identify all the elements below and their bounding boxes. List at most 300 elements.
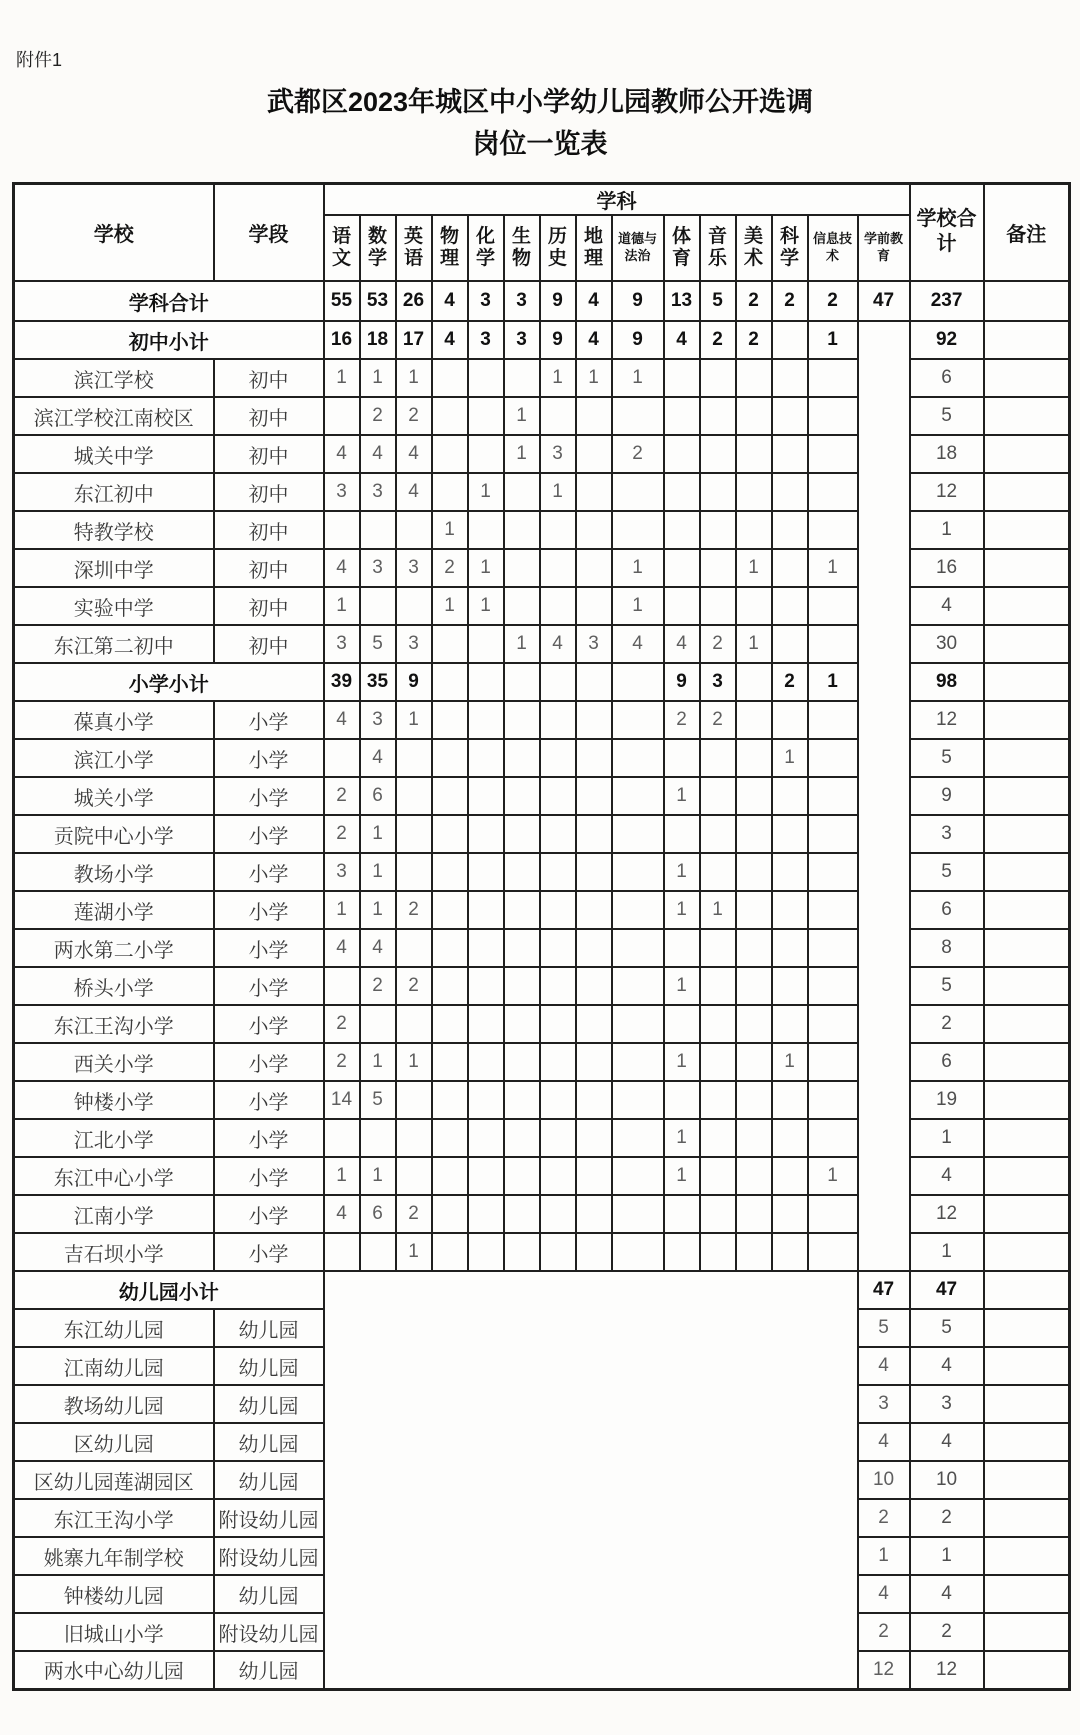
subject-count-cell [540, 929, 576, 967]
subject-count-cell: 2 [396, 967, 432, 1005]
subject-count-cell [468, 1195, 504, 1233]
subject-count-cell [700, 1233, 736, 1271]
remark-cell [984, 435, 1070, 473]
subject-count-cell: 18 [360, 321, 396, 359]
subject-count-cell [700, 739, 736, 777]
stage-cell: 小学 [214, 739, 324, 777]
remark-cell [984, 1575, 1070, 1613]
subject-count-cell [432, 625, 468, 663]
subject-count-cell: 1 [664, 891, 700, 929]
subject-count-cell [432, 435, 468, 473]
subject-count-cell [576, 435, 612, 473]
subject-count-cell: 4 [576, 281, 612, 321]
subject-count-cell [700, 1195, 736, 1233]
subject-count-cell: 2 [324, 1043, 360, 1081]
subject-count-cell: 3 [468, 281, 504, 321]
school-total-cell: 6 [910, 359, 984, 397]
remark-cell [984, 1271, 1070, 1309]
subject-count-cell [576, 473, 612, 511]
table-row [14, 397, 1070, 435]
subject-count-cell [736, 587, 772, 625]
table-row [14, 587, 1070, 625]
subject-count-cell [504, 511, 540, 549]
subject-count-cell [504, 1195, 540, 1233]
remark-cell [984, 701, 1070, 739]
subject-count-cell: 1 [664, 1119, 700, 1157]
subject-count-cell [504, 1233, 540, 1271]
header-subject-8: 道德与法治 [612, 215, 664, 281]
subject-count-cell [664, 1005, 700, 1043]
subject-count-cell [468, 1043, 504, 1081]
school-name-cell: 特教学校 [14, 511, 214, 549]
subject-count-cell: 1 [360, 853, 396, 891]
remark-cell [984, 1043, 1070, 1081]
school-total-cell: 4 [910, 587, 984, 625]
remark-cell [984, 1309, 1070, 1347]
subject-count-cell [612, 1005, 664, 1043]
remark-cell [984, 663, 1070, 701]
subject-count-cell [540, 815, 576, 853]
stage-cell: 初中 [214, 397, 324, 435]
stage-cell: 初中 [214, 587, 324, 625]
subject-count-cell: 4 [612, 625, 664, 663]
subject-count-cell [772, 1119, 808, 1157]
remark-cell [984, 281, 1070, 321]
subject-count-cell [540, 549, 576, 587]
table-row [14, 701, 1070, 739]
subject-count-cell: 4 [324, 701, 360, 739]
subject-count-cell [612, 701, 664, 739]
subject-count-cell [664, 359, 700, 397]
subject-count-cell [612, 929, 664, 967]
subject-count-cell [504, 929, 540, 967]
stage-cell: 附设幼儿园 [214, 1613, 324, 1651]
subject-count-cell [772, 321, 808, 359]
page-title [12, 82, 1068, 166]
subject-count-cell [808, 853, 858, 891]
stage-cell: 小学 [214, 853, 324, 891]
subject-count-cell [736, 891, 772, 929]
table-row [14, 1271, 1070, 1309]
subject-count-cell [736, 853, 772, 891]
subject-count-cell [360, 1119, 396, 1157]
subject-count-cell [700, 435, 736, 473]
subject-count-cell [576, 587, 612, 625]
subject-count-cell: 6 [360, 777, 396, 815]
subject-count-cell: 2 [736, 281, 772, 321]
subject-count-cell [504, 1005, 540, 1043]
subject-count-cell [468, 1233, 504, 1271]
subject-count-cell: 1 [504, 397, 540, 435]
school-total-cell: 47 [910, 1271, 984, 1309]
subject-count-cell [736, 1005, 772, 1043]
subject-count-cell: 1 [396, 359, 432, 397]
subject-count-cell [736, 1119, 772, 1157]
subject-count-cell [736, 663, 772, 701]
stage-cell: 小学 [214, 1233, 324, 1271]
subject-count-cell [576, 1233, 612, 1271]
preschool-count-cell: 12 [858, 1651, 910, 1689]
subject-count-cell [664, 473, 700, 511]
subject-count-cell [432, 739, 468, 777]
subject-count-cell [468, 777, 504, 815]
subject-count-cell [700, 511, 736, 549]
subject-count-cell: 2 [324, 1005, 360, 1043]
subject-count-cell: 2 [432, 549, 468, 587]
subtotal-label-cell: 幼儿园小计 [14, 1271, 324, 1309]
subject-count-cell: 3 [360, 701, 396, 739]
preschool-count-cell: 47 [858, 1271, 910, 1309]
subject-count-cell [396, 777, 432, 815]
subject-count-cell [540, 967, 576, 1005]
subject-count-cell [700, 967, 736, 1005]
subject-count-cell [324, 397, 360, 435]
subject-count-cell [468, 1005, 504, 1043]
subject-count-cell [576, 1081, 612, 1119]
subject-count-cell [432, 1119, 468, 1157]
school-total-cell: 4 [910, 1347, 984, 1385]
table-body [14, 281, 1070, 1689]
subject-count-cell [664, 511, 700, 549]
table-row [14, 1119, 1070, 1157]
subject-count-cell [432, 359, 468, 397]
school-total-cell: 2 [910, 1613, 984, 1651]
remark-cell [984, 1081, 1070, 1119]
header-subject-6: 历史 [540, 215, 576, 281]
subject-count-cell [504, 967, 540, 1005]
subject-count-cell [432, 1157, 468, 1195]
subject-count-cell [540, 1157, 576, 1195]
subject-count-cell: 13 [664, 281, 700, 321]
subtotal-label-cell: 初中小计 [14, 321, 324, 359]
subject-count-cell [772, 397, 808, 435]
subject-count-cell [540, 663, 576, 701]
subject-count-cell: 3 [468, 321, 504, 359]
subject-count-cell: 2 [772, 663, 808, 701]
subject-count-cell [432, 777, 468, 815]
remark-cell [984, 1157, 1070, 1195]
subject-count-cell: 1 [324, 1157, 360, 1195]
subject-count-cell [468, 891, 504, 929]
subject-count-cell [576, 1195, 612, 1233]
school-total-cell: 6 [910, 891, 984, 929]
table-row [14, 359, 1070, 397]
subject-count-cell [432, 1043, 468, 1081]
remark-cell [984, 1537, 1070, 1575]
remark-cell [984, 1423, 1070, 1461]
subject-count-cell: 55 [324, 281, 360, 321]
remark-cell [984, 1347, 1070, 1385]
subject-count-cell [612, 1081, 664, 1119]
school-total-cell: 12 [910, 701, 984, 739]
school-total-cell: 1 [910, 1537, 984, 1575]
preschool-count-cell: 5 [858, 1309, 910, 1347]
subject-count-cell [504, 739, 540, 777]
subject-count-cell [612, 1233, 664, 1271]
stage-cell: 幼儿园 [214, 1347, 324, 1385]
subject-count-cell [664, 1195, 700, 1233]
subject-count-cell [736, 701, 772, 739]
school-total-cell: 92 [910, 321, 984, 359]
subject-count-cell: 3 [504, 321, 540, 359]
preschool-count-cell: 4 [858, 1423, 910, 1461]
subject-count-cell [612, 663, 664, 701]
subject-count-cell: 1 [324, 891, 360, 929]
subject-count-cell [772, 853, 808, 891]
subject-count-cell [612, 739, 664, 777]
stage-cell: 附设幼儿园 [214, 1499, 324, 1537]
subtotal-label-cell: 学科合计 [14, 281, 324, 321]
subject-count-cell [432, 473, 468, 511]
header-subject-14: 学前教育 [858, 215, 910, 281]
subject-count-cell: 2 [396, 1195, 432, 1233]
subject-count-cell [396, 815, 432, 853]
subject-count-cell [396, 587, 432, 625]
school-total-cell: 18 [910, 435, 984, 473]
subject-count-cell [504, 1081, 540, 1119]
subject-count-cell [736, 777, 772, 815]
subject-count-cell [736, 397, 772, 435]
subject-count-cell: 3 [396, 625, 432, 663]
stage-cell: 初中 [214, 359, 324, 397]
subject-count-cell: 3 [360, 473, 396, 511]
school-total-cell: 8 [910, 929, 984, 967]
subject-count-cell [700, 853, 736, 891]
subject-count-cell [576, 777, 612, 815]
subject-count-cell [808, 1005, 858, 1043]
subject-count-cell [808, 625, 858, 663]
subject-count-cell [360, 587, 396, 625]
subject-count-cell: 2 [396, 397, 432, 435]
subject-count-cell: 3 [324, 473, 360, 511]
subject-count-cell [432, 929, 468, 967]
remark-cell [984, 1005, 1070, 1043]
positions-table [12, 182, 1071, 1691]
stage-cell: 小学 [214, 967, 324, 1005]
subject-count-cell: 3 [360, 549, 396, 587]
subject-count-cell: 1 [612, 549, 664, 587]
subject-count-cell: 1 [396, 701, 432, 739]
subject-count-cell: 1 [700, 891, 736, 929]
remark-cell [984, 1119, 1070, 1157]
stage-cell: 小学 [214, 1005, 324, 1043]
subject-count-cell [700, 1005, 736, 1043]
subject-count-cell [468, 625, 504, 663]
header-stage: 学段 [214, 183, 324, 281]
stage-cell: 小学 [214, 1043, 324, 1081]
subject-count-cell [468, 397, 504, 435]
subject-count-cell [504, 1119, 540, 1157]
subject-count-cell [504, 549, 540, 587]
subject-count-cell [612, 511, 664, 549]
stage-cell: 初中 [214, 511, 324, 549]
school-name-cell: 钟楼幼儿园 [14, 1575, 214, 1613]
subject-count-cell: 3 [396, 549, 432, 587]
header-subject-1: 数学 [360, 215, 396, 281]
subject-count-cell [736, 1043, 772, 1081]
remark-cell [984, 321, 1070, 359]
table-row [14, 1157, 1070, 1195]
preschool-count-cell: 4 [858, 1347, 910, 1385]
stage-cell: 初中 [214, 625, 324, 663]
subject-count-cell [808, 739, 858, 777]
subject-count-cell: 9 [540, 321, 576, 359]
subject-count-cell [504, 701, 540, 739]
stage-cell: 幼儿园 [214, 1423, 324, 1461]
subject-count-cell [576, 1157, 612, 1195]
subject-count-cell [736, 739, 772, 777]
subject-count-cell [468, 663, 504, 701]
subject-count-cell [540, 397, 576, 435]
subject-count-cell [324, 1119, 360, 1157]
subject-count-cell [700, 397, 736, 435]
subject-count-cell: 4 [432, 321, 468, 359]
table-row [14, 625, 1070, 663]
preschool-merged-cell [858, 321, 910, 1271]
stage-cell: 幼儿园 [214, 1309, 324, 1347]
remark-cell [984, 625, 1070, 663]
subject-count-cell: 1 [468, 549, 504, 587]
subject-count-cell [540, 1233, 576, 1271]
subject-count-cell [700, 1157, 736, 1195]
subject-count-cell [612, 815, 664, 853]
table-row [14, 511, 1070, 549]
subject-count-cell [808, 1233, 858, 1271]
subject-count-cell [736, 1081, 772, 1119]
subject-count-cell [468, 701, 504, 739]
table-row [14, 1195, 1070, 1233]
school-name-cell: 东江第二初中 [14, 625, 214, 663]
subject-count-cell [612, 1157, 664, 1195]
remark-cell [984, 1233, 1070, 1271]
table-row [14, 435, 1070, 473]
subject-count-cell [612, 853, 664, 891]
table-row [14, 815, 1070, 853]
stage-cell: 小学 [214, 929, 324, 967]
subject-count-cell [612, 891, 664, 929]
subject-count-cell: 2 [700, 625, 736, 663]
subject-count-cell [700, 1081, 736, 1119]
subject-count-cell: 1 [432, 511, 468, 549]
subject-count-cell: 6 [360, 1195, 396, 1233]
subject-count-cell: 1 [396, 1043, 432, 1081]
subject-count-cell [808, 587, 858, 625]
subject-count-cell [736, 815, 772, 853]
stage-cell: 小学 [214, 777, 324, 815]
subject-count-cell [664, 929, 700, 967]
subject-count-cell: 2 [360, 397, 396, 435]
subject-count-cell [504, 853, 540, 891]
subject-count-cell [772, 701, 808, 739]
subject-count-cell [504, 1157, 540, 1195]
subject-count-cell [612, 1195, 664, 1233]
subject-count-cell [736, 1157, 772, 1195]
subject-count-cell [664, 549, 700, 587]
subject-count-cell: 9 [612, 281, 664, 321]
subject-count-cell [736, 929, 772, 967]
subject-count-cell [432, 853, 468, 891]
subject-count-cell [576, 891, 612, 929]
preschool-count-cell: 2 [858, 1613, 910, 1651]
subject-count-cell: 4 [324, 435, 360, 473]
school-name-cell: 两水中心幼儿园 [14, 1651, 214, 1689]
preschool-count-cell: 10 [858, 1461, 910, 1499]
school-total-cell: 10 [910, 1461, 984, 1499]
subject-count-cell [772, 929, 808, 967]
subject-count-cell: 53 [360, 281, 396, 321]
header-subject-4: 化学 [468, 215, 504, 281]
remark-cell [984, 1613, 1070, 1651]
subject-count-cell: 9 [396, 663, 432, 701]
remark-cell [984, 359, 1070, 397]
subject-count-cell: 2 [324, 777, 360, 815]
remark-cell [984, 777, 1070, 815]
stage-cell: 小学 [214, 1157, 324, 1195]
subject-count-cell [540, 1043, 576, 1081]
school-total-cell: 12 [910, 1195, 984, 1233]
subject-count-cell: 35 [360, 663, 396, 701]
subtotal-label-cell: 小学小计 [14, 663, 324, 701]
subject-count-cell [808, 967, 858, 1005]
subject-count-cell: 4 [324, 549, 360, 587]
subject-count-cell [324, 1233, 360, 1271]
subject-count-cell [540, 511, 576, 549]
subject-count-cell: 1 [360, 359, 396, 397]
stage-cell: 幼儿园 [214, 1651, 324, 1689]
subject-count-cell: 1 [736, 549, 772, 587]
subject-count-cell [612, 397, 664, 435]
subject-count-cell [808, 1119, 858, 1157]
subject-count-cell [808, 511, 858, 549]
subject-count-cell: 9 [664, 663, 700, 701]
header-subject-group: 学科 [324, 183, 910, 215]
subject-count-cell [468, 815, 504, 853]
subject-count-cell [772, 1195, 808, 1233]
school-total-cell: 12 [910, 1651, 984, 1689]
subject-count-cell [324, 739, 360, 777]
stage-cell: 幼儿园 [214, 1461, 324, 1499]
school-name-cell: 贡院中心小学 [14, 815, 214, 853]
subject-count-cell [772, 625, 808, 663]
stage-cell: 小学 [214, 815, 324, 853]
subject-count-cell [808, 929, 858, 967]
subject-count-cell [504, 815, 540, 853]
subject-count-cell [504, 891, 540, 929]
header-subject-0: 语文 [324, 215, 360, 281]
subject-count-cell [700, 815, 736, 853]
subject-count-cell [540, 739, 576, 777]
subject-count-cell [396, 853, 432, 891]
subject-count-cell: 9 [612, 321, 664, 359]
header-subject-12: 科学 [772, 215, 808, 281]
school-name-cell: 城关小学 [14, 777, 214, 815]
school-name-cell: 东江王沟小学 [14, 1499, 214, 1537]
subject-count-cell [700, 359, 736, 397]
subject-count-cell: 3 [576, 625, 612, 663]
table-row [14, 777, 1070, 815]
subject-count-cell: 2 [396, 891, 432, 929]
subject-count-cell [468, 967, 504, 1005]
school-total-cell: 3 [910, 815, 984, 853]
subject-count-cell [736, 473, 772, 511]
subject-count-cell [700, 929, 736, 967]
school-total-cell: 30 [910, 625, 984, 663]
school-total-cell: 5 [910, 967, 984, 1005]
school-total-cell: 5 [910, 739, 984, 777]
subject-count-cell [736, 511, 772, 549]
header-subject-7: 地理 [576, 215, 612, 281]
subject-count-cell: 4 [664, 625, 700, 663]
